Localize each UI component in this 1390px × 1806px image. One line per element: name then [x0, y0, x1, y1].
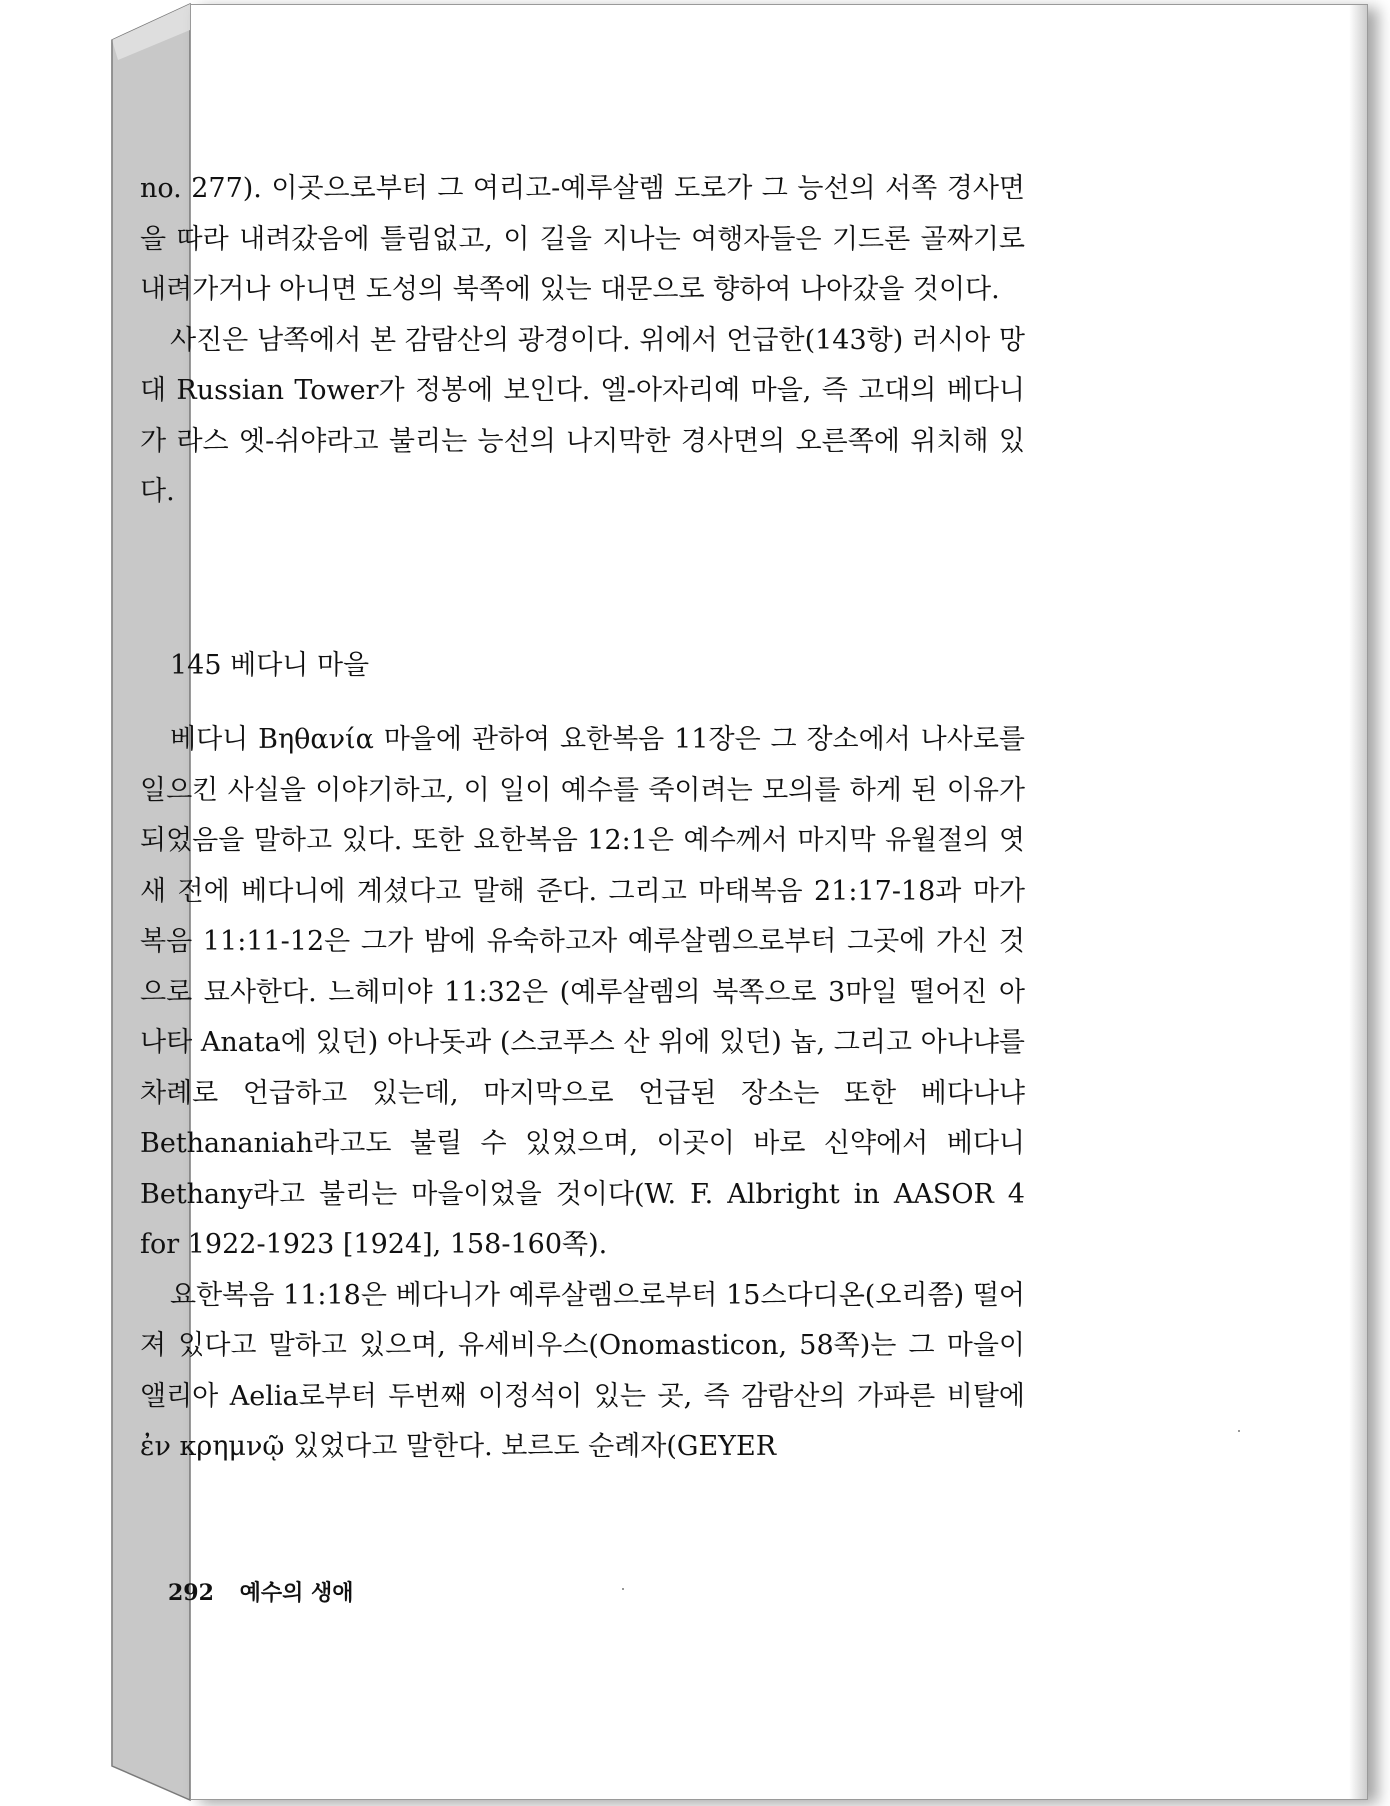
- running-title: 예수의 생애: [239, 1580, 354, 1606]
- paragraph: 요한복음 11:18은 베다니가 예루살렘으로부터 15스다디온(오리쯤) 떨어져 있다고 말하고 있으며, 유세비우스(Onomasticon, 58쪽)는 그 마을이 앨리아 Aelia로부터 두번째 이정석이 있는 곳, 즉 감람산의 가파른 비탈에 ἐν κρημνῷ 있었다고 말한다. 보르도 순례자(GEYER: [140, 1279, 1025, 1462]
- opening-text: [140, 164, 1025, 518]
- page-number: 292: [168, 1580, 214, 1606]
- paragraph: 사진은 남쪽에서 본 감람산의 광경이다. 위에서 언급한(143항) 러시아 망대 Russian Tower가 정봉에 보인다. 엘-아자리예 마을, 즉 고대의 베다니가 라스 엣-쉬야라고 불리는 능선의 나지막한 경사면의 오른쪽에 위치해 있다.: [140, 324, 1025, 507]
- section-heading: 145 베다니 마을: [170, 650, 370, 681]
- paragraph: no. 277). 이곳으로부터 그 여리고-예루살렘 도로가 그 능선의 서쪽 경사면을 따라 내려갔음에 틀림없고, 이 길을 지나는 여행자들은 기드론 골짜기로 내려가거나 아니면 도성의 북쪽에 있는 대문으로 향하여 나아갔을 것이다.: [140, 173, 1025, 305]
- page-edge-shading: [1349, 5, 1367, 1799]
- page-footer: [168, 1576, 354, 1607]
- section-text: [140, 715, 1025, 1473]
- paragraph: 베다니 Bηθανία 마을에 관하여 요한복음 11장은 그 장소에서 나사로를 일으킨 사실을 이야기하고, 이 일이 예수를 죽이려는 모의를 하게 된 이유가 되었음을 말하고 있다. 또한 요한복음 12:1은 예수께서 마지막 유월절의 엿새 전에 베다니에 계셨다고 말해 준다. 그리고 마태복음 21:17-18과 마가복음 11:11-12은 그가 밤에 유숙하고자 예루살렘으로부터 그곳에 가신 것으로 묘사한다. 느헤미야 11:32은 (예루살렘의 북쪽으로 3마일 떨어진 아나타 Anata에 있던) 아나돗과 (스코푸스 산 위에 있던) 놉, 그리고 아나냐를 차례로 언급하고 있는데, 마지막으로 언급된 장소는 또한 베다나냐 Bethananiah라고도 불릴 수 있었으며, 이곳이 바로 신약에서 베다니 Bethany라고 불리는 마을이었을 것이다(W. F. Albright in AASOR 4 for 1922-1923 [1924], 158-160쪽).: [140, 724, 1025, 1260]
- print-speck: [622, 1588, 624, 1590]
- print-speck: [1238, 1430, 1240, 1432]
